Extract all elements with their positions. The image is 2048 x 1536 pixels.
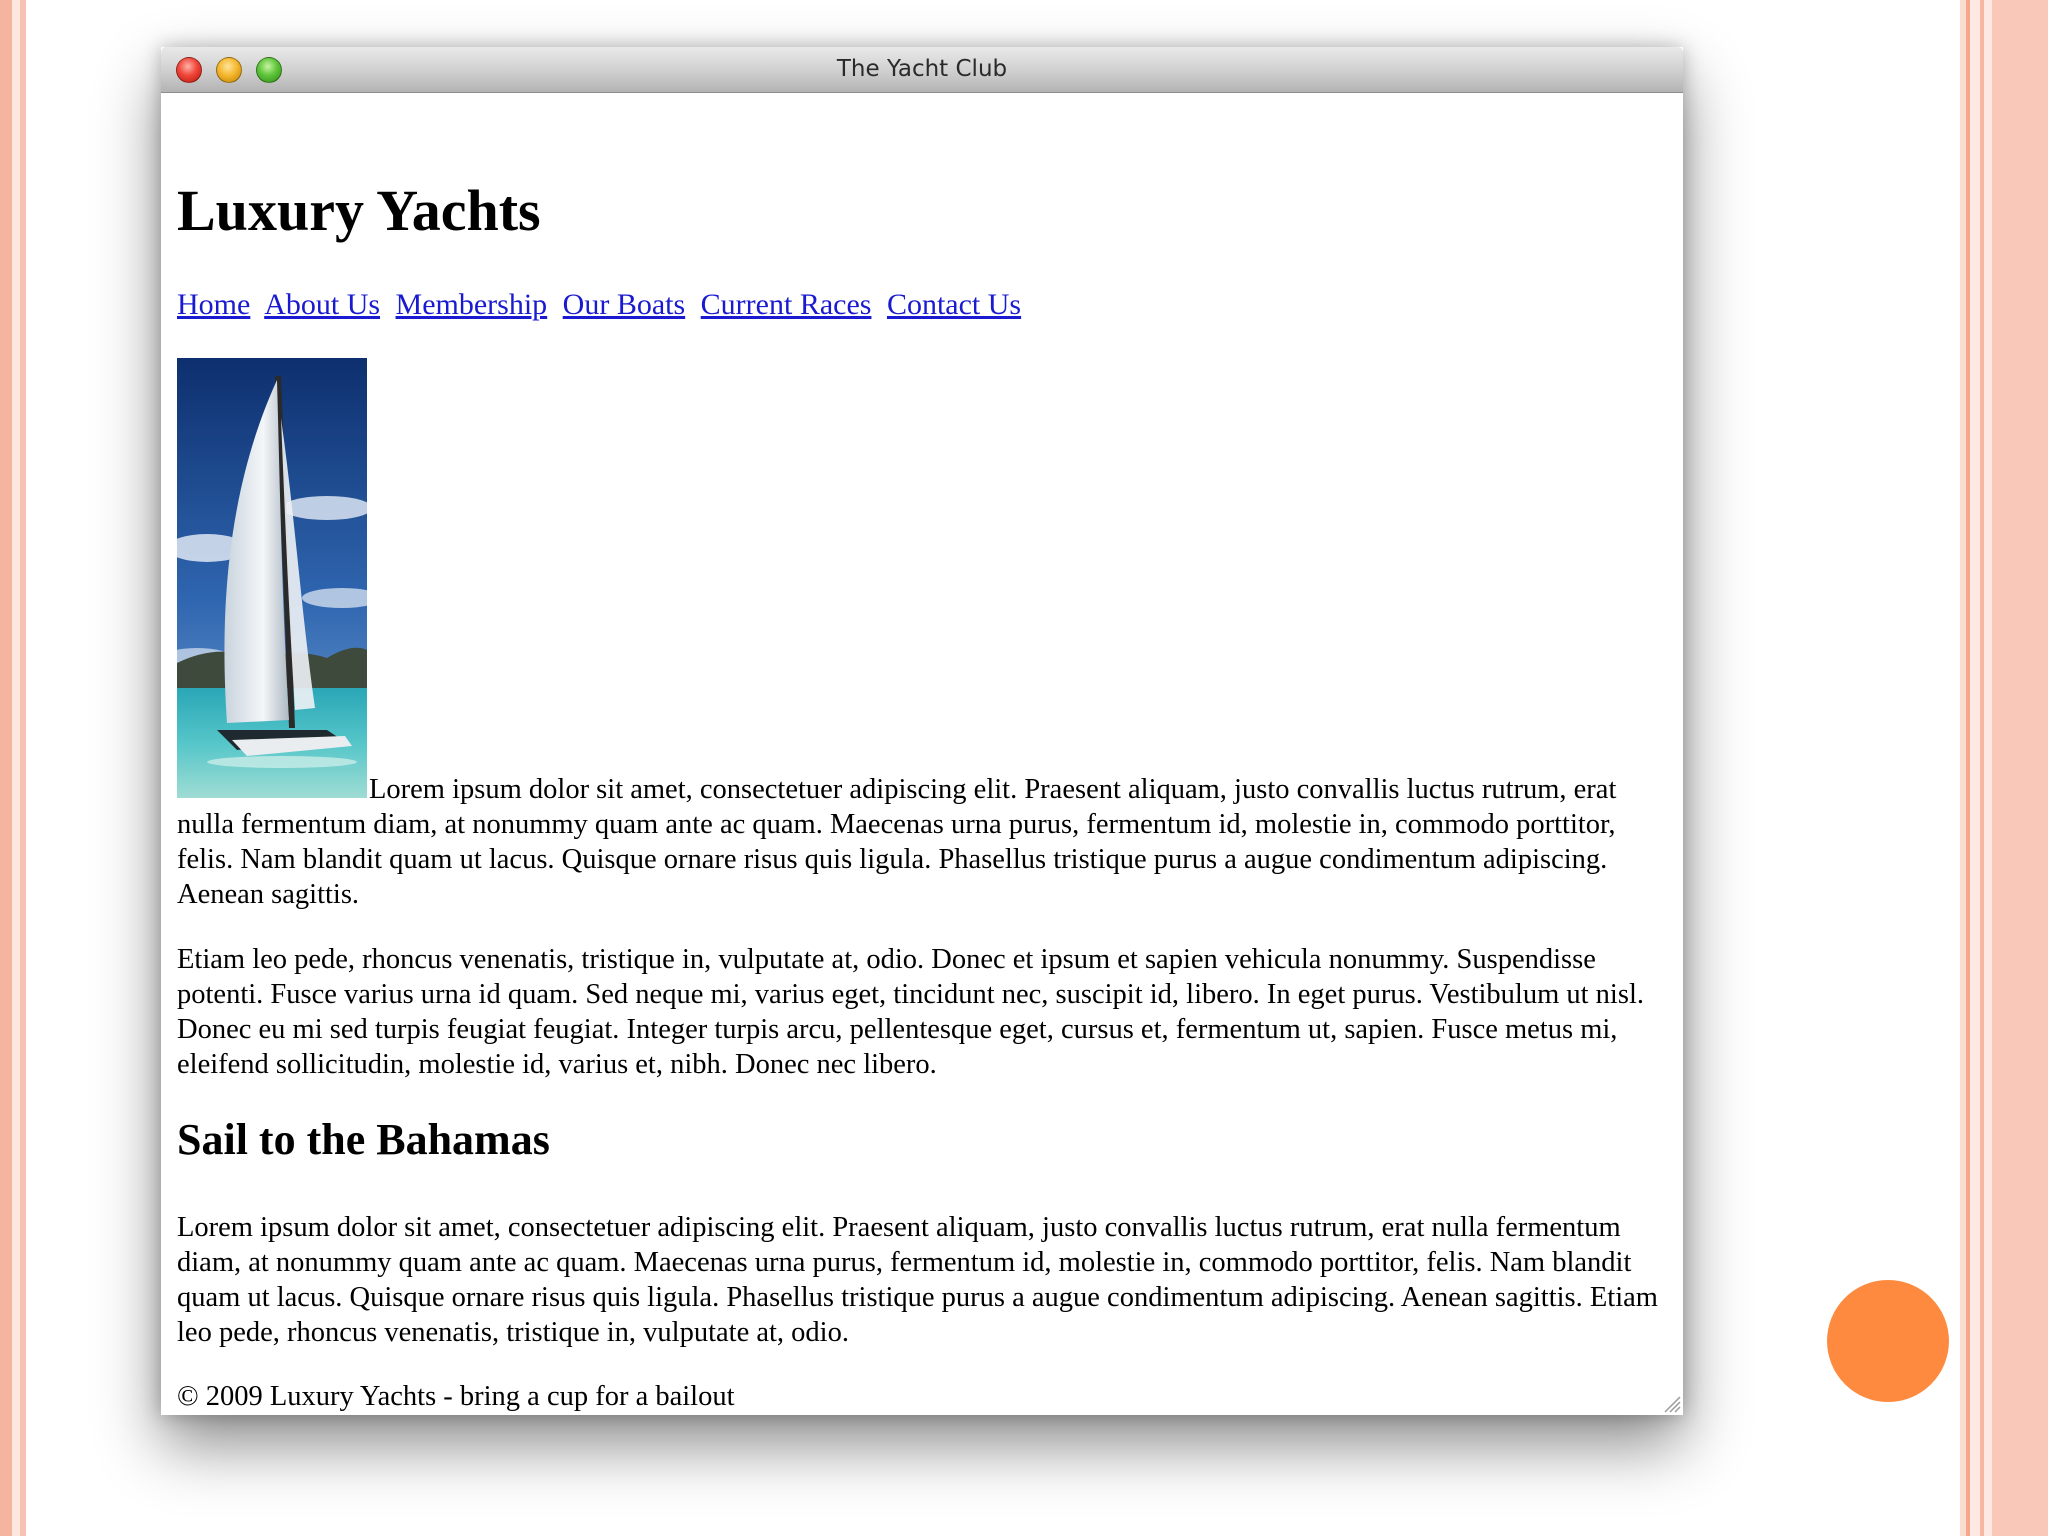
slide-accent-circle	[1827, 1280, 1949, 1402]
nav-link-our-boats[interactable]: Our Boats	[562, 288, 686, 321]
section-heading: Sail to the Bahamas	[177, 1115, 550, 1164]
page-footer: © 2009 Luxury Yachts - bring a cup for a bailout	[177, 1381, 735, 1412]
nav-link-current-races[interactable]: Current Races	[700, 288, 872, 321]
slide-right-border	[1960, 0, 2048, 1536]
nav-link-home[interactable]: Home	[177, 288, 251, 321]
slide-left-border	[0, 0, 26, 1536]
nav-link-about-us[interactable]: About Us	[264, 288, 381, 321]
page-title: Luxury Yachts	[177, 178, 541, 243]
window-title: The Yacht Club	[836, 56, 1008, 82]
nav-bar	[177, 290, 1029, 320]
window-titlebar[interactable]	[161, 47, 1683, 93]
bahamas-paragraph: Lorem ipsum dolor sit amet, consectetuer adipiscing elit. Praesent aliquam, justo convallis luctus rutrum, erat nulla fermentum diam, at nonummy quam ante ac quam. Maecenas urna purus, fermentum id, molestie in, commodo porttitor, felis. Nam blandit quam ut lacus. Quisque ornare risus quis ligula. Phasellus tristique purus a augue condimentum adipiscing. Aenean sagittis. Etiam leo pede, rhoncus venenatis, tristique in, vulputate at, odio.	[177, 1212, 1658, 1348]
intro-paragraph: Lorem ipsum dolor sit amet, consectetuer adipiscing elit. Praesent aliquam, justo convallis luctus rutrum, erat nulla fermentum diam, at nonummy quam ante ac quam. Maecenas urna purus, fermentum id, molestie in, commodo porttitor, felis. Nam blandit quam ut lacus. Quisque ornare risus quis ligula. Phasellus tristique purus a augue condimentum adipiscing. Aenean sagittis.	[177, 774, 1617, 910]
nav-link-contact-us[interactable]: Contact Us	[886, 288, 1022, 321]
browser-window	[161, 47, 1683, 1415]
resize-grip-icon[interactable]	[1661, 1393, 1681, 1413]
sailboat-photo	[177, 358, 367, 798]
nav-link-membership[interactable]: Membership	[395, 288, 548, 321]
second-paragraph: Etiam leo pede, rhoncus venenatis, tristique in, vulputate at, odio. Donec et ipsum et sapien vehicula nonummy. Suspendisse potenti. Fusce varius urna id quam. Sed neque mi, varius eget, tincidunt nec, suscipit id, libero. In eget purus. Vestibulum ut nisl. Donec eu mi sed turpis feugiat feugiat. Integer turpis arcu, pellentesque eget, cursus et, fermentum ut, sapien. Fusce metus mi, eleifend sollicitudin, molestie id, varius et, nibh. Donec nec libero.	[177, 944, 1644, 1080]
